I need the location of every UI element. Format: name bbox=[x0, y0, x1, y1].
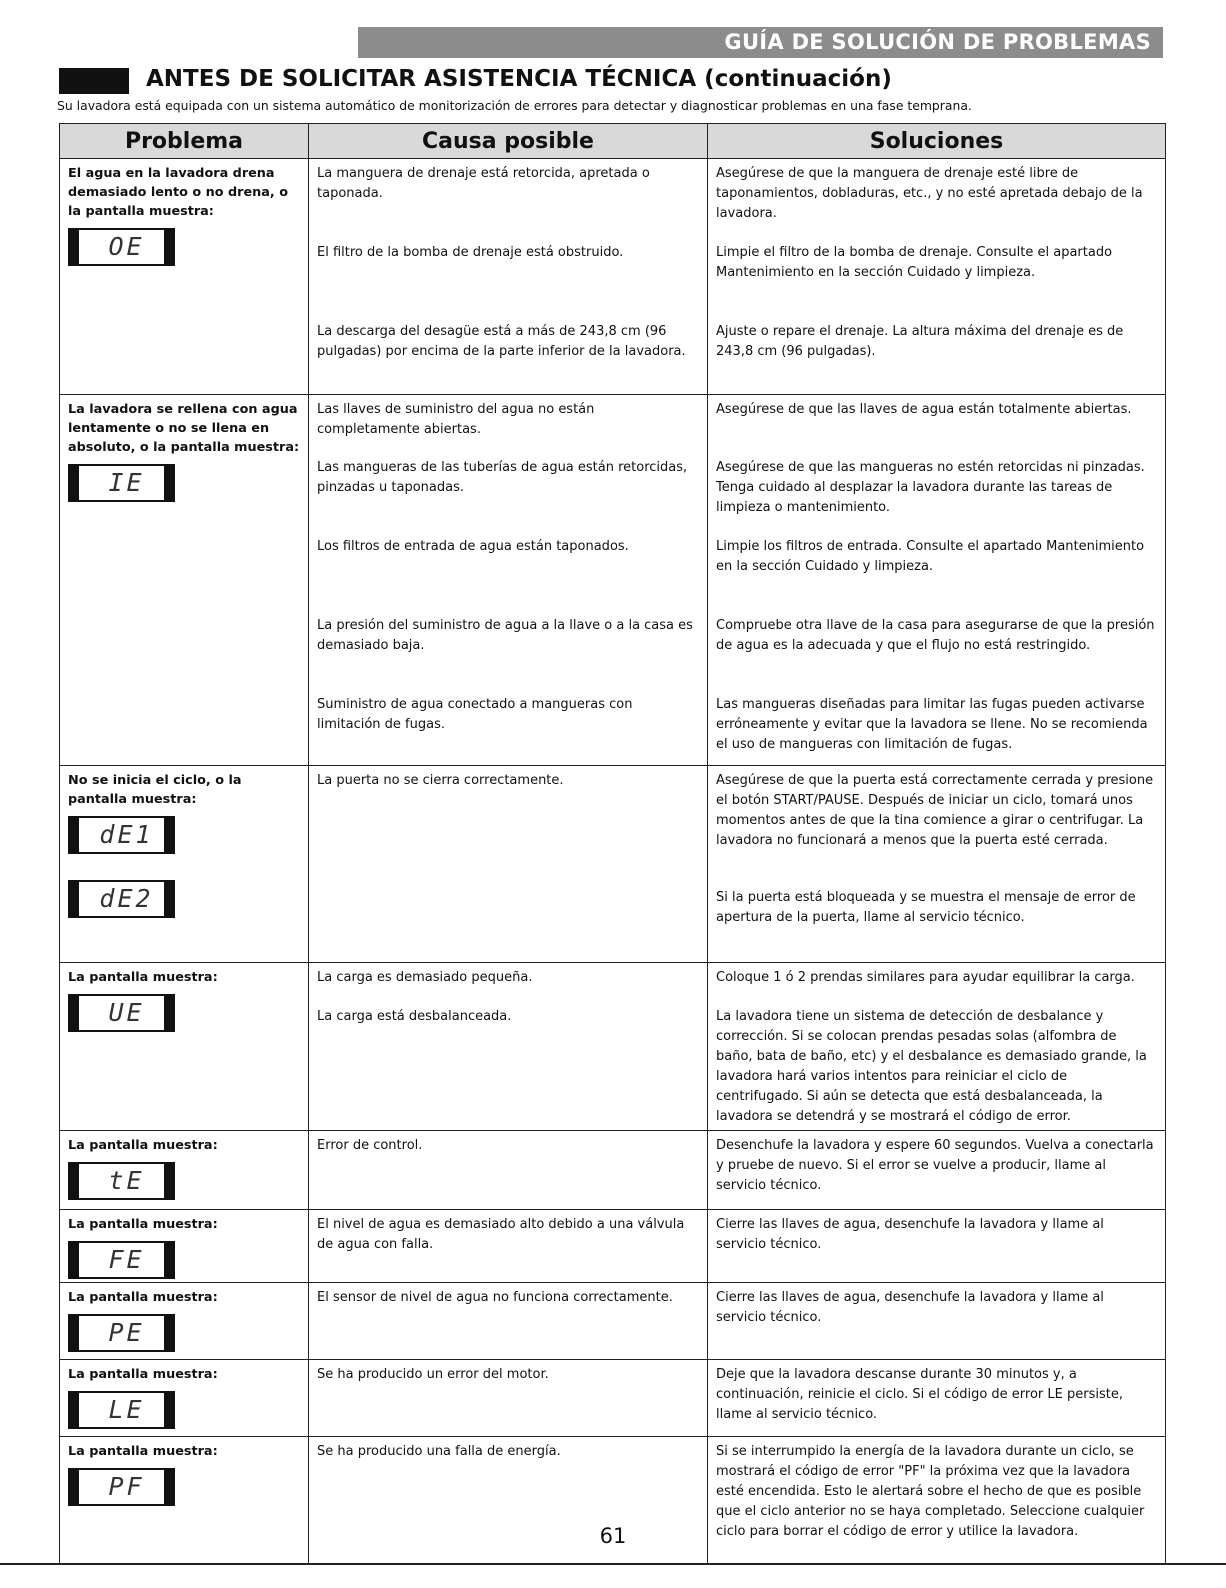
cause-text: El filtro de la bomba de drenaje está obstruido. bbox=[317, 245, 624, 260]
solution-text: Si la puerta está bloqueada y se muestra el mensaje de error de apertura de la puerta, llame al servicio técnico. bbox=[716, 890, 1136, 925]
display-cap-right bbox=[164, 882, 173, 916]
table-row bbox=[60, 1210, 1166, 1283]
display-cap-left bbox=[70, 882, 79, 916]
display-cap-right bbox=[164, 1164, 173, 1198]
error-code-display bbox=[68, 880, 175, 918]
display-cap-left bbox=[70, 466, 79, 500]
display-cap-left bbox=[70, 230, 79, 264]
cause-text: La manguera de drenaje está retorcida, apretada o taponada. bbox=[317, 166, 650, 201]
problem-cell bbox=[60, 963, 309, 1131]
cause-text: La carga está desbalanceada. bbox=[317, 1009, 512, 1024]
error-code-display bbox=[68, 228, 175, 266]
solution-text: Cierre las llaves de agua, desenchufe la lavadora y llame al servicio técnico. bbox=[716, 1290, 1104, 1325]
cause-cell bbox=[309, 395, 708, 766]
table-row bbox=[60, 395, 1166, 766]
cause-text: La presión del suministro de agua a la llave o a la casa es demasiado baja. bbox=[317, 618, 693, 653]
error-code-text: tE bbox=[108, 1166, 145, 1195]
cause-cell bbox=[309, 1210, 708, 1283]
solution-cell bbox=[708, 1283, 1166, 1360]
solution-cell bbox=[708, 1360, 1166, 1437]
error-code-display bbox=[68, 1468, 175, 1506]
solution-text: Limpie el filtro de la bomba de drenaje. Consulte el apartado Mantenimiento en la sección Cuidado y limpieza. bbox=[716, 245, 1113, 280]
column-header-problem: Problema bbox=[60, 124, 309, 159]
display-cap-left bbox=[70, 1470, 79, 1504]
table-row bbox=[60, 1131, 1166, 1210]
cause-text: Error de control. bbox=[317, 1138, 423, 1153]
error-code-text: FE bbox=[108, 1245, 145, 1274]
display-cap-right bbox=[164, 1393, 173, 1427]
problem-text: La pantalla muestra: bbox=[68, 1444, 218, 1459]
troubleshooting-table bbox=[59, 123, 1166, 1565]
solution-text: Deje que la lavadora descanse durante 30 minutos y, a continuación, reinicie el ciclo. Si el código de error LE persiste, llame al servicio técnico. bbox=[716, 1367, 1123, 1422]
problem-text: No se inicia el ciclo, o la pantalla muestra: bbox=[68, 773, 242, 807]
problem-cell bbox=[60, 1210, 309, 1283]
solution-text: Coloque 1 ó 2 prendas similares para ayudar equilibrar la carga. bbox=[716, 970, 1135, 985]
cause-text: La carga es demasiado pequeña. bbox=[317, 970, 533, 985]
problem-text: El agua en la lavadora drena demasiado lento o no drena, o la pantalla muestra: bbox=[68, 166, 289, 219]
error-code-display bbox=[68, 1391, 175, 1429]
problem-cell bbox=[60, 1283, 309, 1360]
error-code-display bbox=[68, 1241, 175, 1279]
display-cap-left bbox=[70, 996, 79, 1030]
display-cap-right bbox=[164, 1470, 173, 1504]
intro-text: Su lavadora está equipada con un sistema automático de monitorización de errores para detectar y diagnosticar problemas en una fase temprana. bbox=[57, 98, 972, 113]
problem-cell bbox=[60, 395, 309, 766]
error-code-text: IE bbox=[108, 468, 145, 497]
cause-cell bbox=[309, 1283, 708, 1360]
solution-text: Compruebe otra llave de la casa para asegurarse de que la presión de agua es la adecuada y que el flujo no está restringido. bbox=[716, 618, 1155, 653]
cause-cell bbox=[309, 159, 708, 395]
cause-text: La descarga del desagüe está a más de 243,8 cm (96 pulgadas) por encima de la parte inferior de la lavadora. bbox=[317, 324, 686, 359]
problem-text: La pantalla muestra: bbox=[68, 1138, 218, 1153]
display-cap-right bbox=[164, 230, 173, 264]
solution-cell bbox=[708, 766, 1166, 963]
solution-text: Ajuste o repare el drenaje. La altura máxima del drenaje es de 243,8 cm (96 pulgadas). bbox=[716, 324, 1124, 359]
error-code-display bbox=[68, 994, 175, 1032]
solution-cell bbox=[708, 395, 1166, 766]
cause-text: La puerta no se cierra correctamente. bbox=[317, 773, 564, 788]
solution-text: Cierre las llaves de agua, desenchufe la lavadora y llame al servicio técnico. bbox=[716, 1217, 1104, 1252]
problem-cell bbox=[60, 766, 309, 963]
table-row bbox=[60, 1360, 1166, 1437]
problem-cell bbox=[60, 1131, 309, 1210]
error-code-display bbox=[68, 1162, 175, 1200]
solution-text: Asegúrese de que la manguera de drenaje esté libre de taponamientos, dobladuras, etc., y no esté apretada debajo de la lavadora. bbox=[716, 166, 1143, 221]
section-banner: GUÍA DE SOLUCIÓN DE PROBLEMAS bbox=[358, 27, 1163, 58]
column-header-solutions: Soluciones bbox=[708, 124, 1166, 159]
solution-text: Desenchufe la lavadora y espere 60 segundos. Vuelva a conectarla y pruebe de nuevo. Si el error se vuelve a producir, llame al servicio técnico. bbox=[716, 1138, 1154, 1193]
solution-cell bbox=[708, 1210, 1166, 1283]
cause-text bbox=[317, 888, 699, 959]
table-row bbox=[60, 963, 1166, 1131]
solution-text: Las mangueras diseñadas para limitar las fugas pueden activarse erróneamente y evitar que la lavadora se llene. No se recomienda el uso de mangueras con limitación de fugas. bbox=[716, 697, 1148, 752]
table-row bbox=[60, 766, 1166, 963]
problem-cell bbox=[60, 159, 309, 395]
cause-text: El nivel de agua es demasiado alto debido a una válvula de agua con falla. bbox=[317, 1217, 685, 1252]
bottom-rule bbox=[0, 1563, 1226, 1565]
solution-cell bbox=[708, 1131, 1166, 1210]
display-cap-right bbox=[164, 996, 173, 1030]
display-cap-right bbox=[164, 1316, 173, 1350]
display-cap-left bbox=[70, 1243, 79, 1277]
display-cap-left bbox=[70, 1316, 79, 1350]
solution-text: La lavadora tiene un sistema de detección de desbalance y corrección. Si se colocan prendas pesadas solas (alfombra de baño, bata de baño, etc) y el desbalance es demasiado grande, la lavadora hará varios intentos para reiniciar el ciclo de centrifugado. Si aún se detecta que está desbalanceada, la lavadora se detendrá y se mostrará el código de error. bbox=[716, 1009, 1147, 1124]
section-marker bbox=[59, 68, 129, 94]
error-code-text: PF bbox=[108, 1472, 145, 1501]
display-cap-left bbox=[70, 1164, 79, 1198]
cause-text: Suministro de agua conectado a mangueras con limitación de fugas. bbox=[317, 697, 633, 732]
page-title: ANTES DE SOLICITAR ASISTENCIA TÉCNICA (continuación) bbox=[146, 66, 892, 92]
cause-cell bbox=[309, 766, 708, 963]
display-cap-right bbox=[164, 818, 173, 852]
page-number: 61 bbox=[599, 1524, 627, 1548]
problem-cell bbox=[60, 1360, 309, 1437]
problem-text: La pantalla muestra: bbox=[68, 1217, 218, 1232]
error-code-display bbox=[68, 816, 175, 854]
solution-text: Asegúrese de que las mangueras no estén retorcidas ni pinzadas. Tenga cuidado al desplazar la lavadora durante las tareas de limpieza o mantenimiento. bbox=[716, 460, 1145, 515]
solution-cell bbox=[708, 963, 1166, 1131]
table-row bbox=[60, 1283, 1166, 1360]
error-code-text: PE bbox=[108, 1318, 145, 1347]
problem-text: La lavadora se rellena con agua lentamente o no se llena en absoluto, o la pantalla muestra: bbox=[68, 402, 300, 455]
error-code-text: UE bbox=[108, 998, 145, 1027]
table-row bbox=[60, 159, 1166, 395]
column-header-cause: Causa posible bbox=[309, 124, 708, 159]
display-cap-right bbox=[164, 1243, 173, 1277]
problem-text: La pantalla muestra: bbox=[68, 1367, 218, 1382]
display-cap-left bbox=[70, 818, 79, 852]
error-code-text: dE1 bbox=[99, 820, 154, 849]
error-code-text: LE bbox=[108, 1395, 145, 1424]
cause-text: El sensor de nivel de agua no funciona correctamente. bbox=[317, 1290, 673, 1305]
cause-cell bbox=[309, 1360, 708, 1437]
solution-text: Asegúrese de que la puerta está correctamente cerrada y presione el botón START/PAUSE. Después de iniciar un ciclo, tomará unos momentos antes de que la tina comience a girar o centrifugar. La lavadora no funcionará a menos que la puerta esté cerrada. bbox=[716, 773, 1154, 848]
problem-text: La pantalla muestra: bbox=[68, 970, 218, 985]
cause-text: Las llaves de suministro del agua no están completamente abiertas. bbox=[317, 402, 595, 437]
display-cap-right bbox=[164, 466, 173, 500]
problem-text: La pantalla muestra: bbox=[68, 1290, 218, 1305]
solution-text: Asegúrese de que las llaves de agua están totalmente abiertas. bbox=[716, 402, 1132, 417]
solution-text: Si se interrumpido la energía de la lavadora durante un ciclo, se mostrará el código de error "PF" la próxima vez que la lavadora esté encendida. Esto le alertará sobre el hecho de que es posible que el ciclo anterior no se haya completado. Seleccione cualquier ciclo para borrar el código de error y utilice la lavadora. bbox=[716, 1444, 1145, 1539]
cause-text: Las mangueras de las tuberías de agua están retorcidas, pinzadas u taponadas. bbox=[317, 460, 688, 495]
error-code-display bbox=[68, 464, 175, 502]
error-code-display bbox=[68, 1314, 175, 1352]
error-code-text: dE2 bbox=[99, 884, 154, 913]
solution-text: Limpie los filtros de entrada. Consulte el apartado Mantenimiento en la sección Cuidado y limpieza. bbox=[716, 539, 1145, 574]
cause-text: Se ha producido un error del motor. bbox=[317, 1367, 549, 1382]
error-code-text: OE bbox=[108, 232, 145, 261]
cause-text: Los filtros de entrada de agua están taponados. bbox=[317, 539, 629, 554]
display-cap-left bbox=[70, 1393, 79, 1427]
table-header-row bbox=[60, 124, 1166, 159]
solution-cell bbox=[708, 159, 1166, 395]
cause-cell bbox=[309, 963, 708, 1131]
cause-text: Se ha producido una falla de energía. bbox=[317, 1444, 561, 1459]
cause-cell bbox=[309, 1131, 708, 1210]
